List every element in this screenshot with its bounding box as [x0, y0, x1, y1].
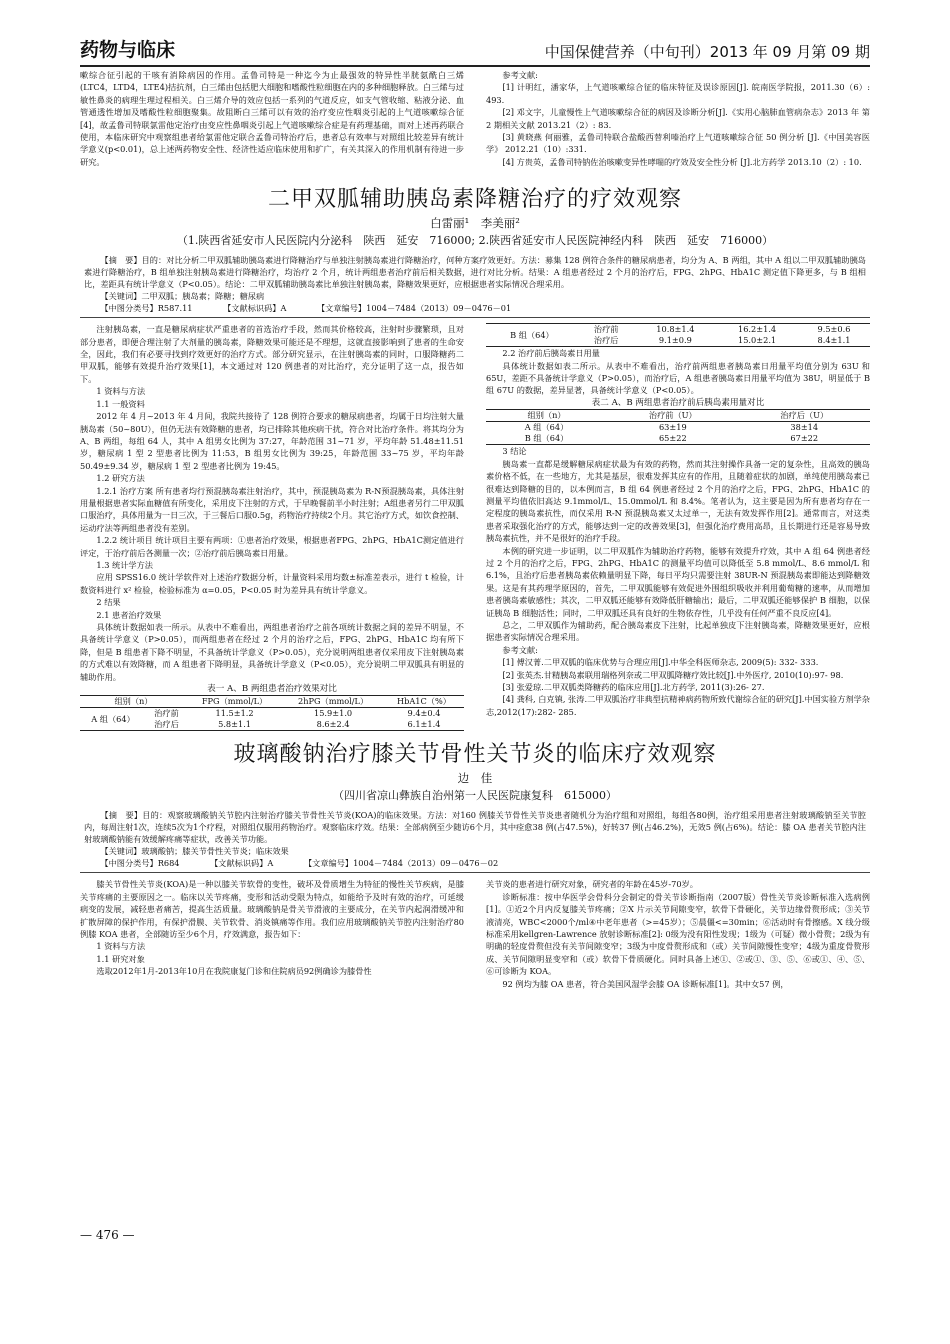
table-cell: 治疗前: [154, 708, 179, 719]
doc-code: 【文献标识码】A: [210, 858, 274, 869]
table1-caption: 表一 A、B 两组患者治疗效果对比: [207, 684, 337, 695]
divider: [80, 317, 870, 318]
paragraph: 胰岛素一直都是缓解糖尿病症状最为有效的药物，然而其注射操作具备一定的复杂性，且高效的胰岛素价格不低，在一些地方，尤其是基层，很难发挥其应有的作用，且随着症状的加剧，单纯使用胰岛素已很难达到降糖的目的，以本例而言，B 组 64 例患者经过 2 个月的治疗之后，FPG、2hPG、HbA1C 的测量平均值依旧高达 9.1mmol/L、15.0mmol/L 和 8.4%。笔者认为，这主要是因为所有患者均存在一定程度的胰岛素抗性，而仅采用 R-N 预混胰岛素又太过单一，无法有效发挥作用[2]。通常而言，对这类患者采取强化治疗的方式，能够达到一定的改善效果[3]，但强化治疗费用高昂，且长期进行还是容易导致胰岛素抗性，并不是很好的治疗手段。: [486, 458, 870, 544]
paragraph: 总之，二甲双胍作为辅助药，配合胰岛素皮下注射，比起单独皮下注射胰岛素，降糖效果更好，应根据患者实际情况合理采用。: [486, 619, 870, 643]
prev-left-column: [80, 69, 464, 168]
article-title: 玻璃酸钠治疗膝关节骨性关节炎的临床疗效观察: [233, 742, 717, 768]
references-title: 参考文献:: [502, 644, 538, 655]
reference-item: [3] 黄晓燕 何丽雅，孟鲁司特联合盐酸西替利嗪治疗上气道咳嗽综合征 50 例分析 [J].《中国美容医学》 2012.21（10）:331.: [486, 132, 870, 155]
keywords-text: 【关键词】玻璃酸钠；膝关节骨性关节炎；临床效果: [100, 846, 289, 857]
table-cell: A 组（64）: [91, 713, 135, 724]
paragraph: 具体统计数据如表一所示。从表中不难看出，两组患者治疗之前各项统计数据之间的差异不明显，不具备统计学意义（P>0.05），而两组患者在经过 2 个月的治疗之后，FPG、2hPG、HbA1C 均有所下降，但是 B 组患者下降不明显，不具备统计学意义（P>0.05），充分说明两组患者仅采用皮下注射胰岛素的方式难以有效降糖，而 A 组患者下降明显，具备统计学意义（P<0.05），充分说明二甲双胍具有明显的辅助作用。: [80, 622, 464, 682]
paragraph: 92 例均为膝 OA 患者，符合美国风湿学会膝 OA 诊断标准[1]。其中女57 例，: [502, 978, 789, 989]
table-row: [80, 708, 464, 720]
table-cell: 9.5±0.6: [817, 324, 851, 335]
paragraph: 1.2.1 治疗方案 所有患者均行预混胰岛素注射治疗，其中，预混胰岛素为 R-N预混胰岛素，具体注射用量根据患者实际血糖值有所变化，采用皮下注射的方式，于早晚餐前半小时注射；A组患者另行二甲双胍口服治疗，具体用量为一日三次，于三餐后口服0.5g，药物治疗持续2个月。其它治疗方式，如饮食控制、运动疗法等两组患者没有差别。: [80, 485, 464, 533]
table-cell: 5.8±1.1: [218, 719, 252, 730]
section-heading: 1 资料与方法: [96, 941, 146, 952]
table-cell: 15.9±1.0: [314, 708, 353, 719]
article2-right-column: [486, 878, 870, 990]
table2-caption: 表二 A、B 两组患者治疗前后胰岛素用量对比: [591, 397, 765, 408]
paragraph: 选取2012年1月-2013年10月在我院康复门诊和住院病员92例确诊为膝骨性: [96, 966, 372, 977]
section-name: 药物与临床: [80, 39, 176, 61]
table-cell: 11.5±1.2: [215, 708, 254, 719]
references-title: 参考文献:: [502, 70, 538, 80]
paragraph: 诊断标准：按中华医学会骨科分会制定的骨关节诊断指南（2007版）骨性关节炎诊断标准入选病例[1]。①近2个月内反复膝关节疼痛；②X 片示关节间隙变窄，软骨下骨硬化，关节边缘骨赘形成；③关节液清亮，WBC<2000个/ml④中老年患者（>=45岁）；⑤晨僵<=30min；⑥活动时有骨擦感。X 线分级标准采用kellgren-Lawrence 放射诊断标准[2]: 0级为没有阳性发现；1级为（可疑）微小骨赘；2级为有明确的轻度骨赘但没有关节间隙变窄；3级为中度骨赘形成和（或）关节间隙慢性变窄；4级为重度骨赘形成、关节间隙明显变窄和（或）软骨下骨质硬化。同时具备上述①、②或①、③、⑤、⑥或①、④、⑤、⑥可诊断为 KOA。: [486, 891, 870, 977]
reference-item: [4] 龚科, 白克镇, 张涛.二甲双胍治疗非典型抗精神病药物所致代谢综合征的研究[J].中国实验方剂学杂志,2012(17):282- 285.: [486, 694, 870, 717]
article-abstract: [84, 254, 866, 290]
journal-page: [80, 36, 870, 990]
paragraph: 注射胰岛素，一直是糖尿病症状严重患者的首选治疗手段，然而其价格较高，注射时步骤繁琐，且对部分患者，即便合理注射了大剂量的胰岛素，降糖效果可能还是不理想，这就直接影响到了患者的生命安全，因此，我们有必要寻找到疗效更好的治疗方式。部分研究显示，在注射胰岛素的同时，口服降糖药二甲双胍，能够有效提升治疗效果[1]，本文通过对 120 例患者的对比治疗，充分证明了这一点，报告如下。: [80, 324, 464, 384]
table-row: [486, 422, 870, 434]
section-heading: 1.3 统计学方法: [96, 559, 153, 570]
paragraph: 1.2.2 统计项目 统计项目主要有两项：①患者治疗效果，根据患者FPG、2hPG、HbA1C测定值进行评定，于治疗前后各测量一次；②治疗前后胰岛素日用量。: [80, 535, 464, 558]
table-row: [486, 324, 870, 336]
table-cell: 8.6±2.4: [316, 719, 350, 730]
article2-body: [80, 878, 870, 990]
article-affiliation: （四川省凉山彝族自治州第一人民医院康复科 615000）: [333, 789, 617, 803]
table-cell: 16.2±1.4: [738, 324, 777, 335]
journal-issue: 中国保健营养（中旬刊）2013 年 09 月第 09 期: [544, 43, 870, 61]
table-cell: 9.1±0.9: [658, 335, 692, 346]
reference-item: [1] 计明红，潘家华，上气道咳嗽综合征的临床特征及误诊原因[J]. 皖南医学院报，2011.30（6）: 493.: [486, 82, 870, 105]
table-cell: B 组（64）: [510, 329, 554, 340]
section-heading: 1.2 研究方法: [96, 473, 145, 484]
article-authors: 白雷丽¹ 李美丽²: [430, 216, 520, 231]
reference-item: [4] 方贵英，孟鲁司特钠佐治咳嗽变异性哮喘的疗效及安全性分析 [J].北方药学 2013.10（2）: 10.: [502, 156, 862, 167]
abstract-text: 【摘 要】目的：观察玻璃酸钠关节腔内注射治疗膝关节骨性关节炎(KOA)的临床效果。方法：对160 例膝关节骨性关节炎患者随机分为治疗组和对照组，每组各80例，治疗组采用患者注射玻璃酸钠至关节腔内，每周注射1次，连续5次为1个疗程，对照组仅服用药物治疗。观察临床疗效。结果：全部病例至少随访6个月，其中痊愈38 例(占47.5%)，好转37 例(占46.2%)，无效5 例(占6%)。结论：膝 OA 患者关节腔内注射玻璃酸钠能有效缓解疼痛等症状，改善关节功能。: [84, 810, 866, 845]
table1: [80, 695, 464, 731]
paragraph: 应用 SPSS16.0 统计学软件对上述治疗数据分析，计量资料采用均数±标准差表示，进行 t 检验，计数资料进行 x² 检验，检验标准为 α=0.05，P<0.05 时为差异具有统计学意义。: [80, 572, 464, 595]
clc-number: 【中图分类号】R684: [100, 858, 180, 869]
article1-left-column: [80, 323, 464, 731]
prev-references: [486, 69, 870, 168]
table-cell: 治疗后: [154, 719, 179, 730]
article-affiliation: （1.陕西省延安市人民医院内分泌科 陕西 延安 716000; 2.陕西省延安市人民医院神经内科 陕西 延安 716000）: [176, 234, 774, 248]
section-heading: 2.2 治疗前后胰岛素日用量: [502, 348, 600, 359]
table-cell: B 组（64）: [524, 433, 569, 444]
running-header: [80, 36, 870, 67]
section-heading: 1 资料与方法: [96, 386, 146, 397]
table-cell: 65±22: [658, 433, 687, 444]
paragraph: 具体统计数据如表二所示。从表中不难看出，治疗前两组患者胰岛素日用量平均值分别为 63U 和 65U，差距不具备统计学意义（P>0.05），而治疗后，A 组患者胰岛素日用量平均值为 38U，明显低于 B 组 67U 的数据，差异显著，具备统计学意义（P<0.05）。: [486, 360, 870, 396]
section-heading: 1.1 研究对象: [96, 953, 145, 964]
article-keywords: [84, 845, 866, 869]
article-authors: 边 佳: [457, 771, 493, 786]
table-cell: 9.4±0.4: [407, 708, 441, 719]
paragraph: 嗽综合征引起的干咳有消除病因的作用。孟鲁司特是一种迄今为止最强效的特异性半胱氨酰白三烯(LTC4，LTD4，LTE4)拮抗剂，白三烯由包括肥大细胞和嗜酸性粒细胞在内的多种细胞释放。白三烯与过敏性鼻炎的病理生理过程相关。白三烯介导的效应包括一系列的气道反应，如支气管收缩、粘液分泌、血管通透性增加及嗜酸性粒细胞聚集。故阻断白三烯可以有效的治疗变应性咽炎引起的上气道咳嗽综合征 [4]，故孟鲁司特联氯雷他定治疗由变应性鼻咽炎引起上气道咳嗽综合症是有药理基础，而对上述再药联合使用，本临床研究中观察组患者给氯雷他定联合孟鲁司特治疗后，患者总有效率与对照组比较差异有统计学意义(p<0.01)，总上述两药物安全性、经济性适应临床使用和扩广，有关其深入的作用机制有待进一步研究。: [80, 70, 464, 167]
table-header: 治疗前（U）: [648, 410, 697, 421]
previous-article-tail: [80, 69, 870, 168]
table-row: [486, 433, 870, 445]
table-cell: 治疗前: [593, 324, 619, 335]
abstract-text: 【摘 要】目的：对比分析二甲双胍辅助胰岛素进行降糖治疗与单独注射胰岛素进行降糖治疗，何种方案疗效更好。方法：募集 128 例符合条件的糖尿病患者，均分为 A、B 两组，其中 A 组以二甲双胍辅助胰岛素进行降糖治疗，B 组单独注射胰岛素进行降糖治疗，均治疗 2 个月，统计两组患者治疗前后相关数据，进行对比分析。结果：A 组患者经过 2 个月的治疗后，FPG、2hPG、HbA1C 测定值下降更多，与 B 组相比，差距具有统计学意义（P<0.05）。结论：二甲双胍辅助胰岛素比单独注射胰岛素，降糖效果更好，应根据患者实际情况合理采用。: [84, 255, 866, 290]
article-number: 【文章编号】1004－7484（2013）09－0476－02: [303, 858, 499, 869]
table-cell: 67±22: [790, 433, 819, 444]
table-header: 2hPG（mmol/L）: [297, 696, 369, 707]
paragraph: 膝关节骨性关节炎(KOA)是一种以膝关节软骨的变性，破坏及骨质增生为特征的慢性关节疾病，是膝关节疼痛的主要原因之一。临床以关节疼痛，变形和活动受限为特点，如能给予及时有效的治疗，可延缓病变的发展，减轻患者痛苦，提高生活质量。玻璃酸钠是骨关节滑液的主要成分，在关节内起润滑缓冲和扩散屏障的保护作用，有保护滑膜、关节软骨、消炎镇痛等作用。我们应用玻璃酸钠关节腔内注射治疗80 例膝 KOA 患者，全部随访至少6个月，疗效满意，报告如下：: [80, 879, 464, 940]
article-keywords: [84, 290, 866, 314]
table2: [486, 409, 870, 445]
paragraph: 2012 年 4 月~2013 年 4 月间，我院共接待了 128 例符合要求的糖尿病患者，均属于日均注射大量胰岛素（50~80U），但仍无法有效降糖的患者，均已排除其他疾病干扰，符合对比治疗条件。将其均分为 A、B 两组，每组 64 人，其中 A 组男女比例为 37:27，年龄范围 31~71 岁，平均年龄 51.48±11.51 岁，糖尿病 1 型 2 型患者比例为 11:53，B 组男女比例为 39:25，年龄范围 33~75 岁，平均年龄 50.49±9.34 岁，糖尿病 1 型 2 型患者比例为 19:45。: [80, 411, 464, 471]
table-cell: 6.1±1.4: [407, 719, 441, 730]
paragraph: 本例的研究进一步证明，以二甲双胍作为辅助治疗药物，能够有效提升疗效，其中 A 组 64 例患者经过 2 个月的治疗之后，FPG、2hPG、HbA1C 的测量平均值可以降低至 5.8 mmol/L、8.6 mmol/L 和 6.1%，且治疗后患者胰岛素依赖量明显下降，每日平均只需要注射 38UR-N 预混胰岛素即能达到降糖效果。这是有其药理学原因的，首先，二甲双胍能够有效促进外围组织吸收并利用葡萄糖的速率，从而增加患者胰岛素敏感性；其次，二甲双胍还能够有效降低肝糖输出；最后，二甲双胍还能够保护 B 细胞，以保证胰岛 B 细胞活性；同时，二甲双胍还具有良好的生物依存性，几乎没有任何严重不良反应[4]。: [486, 545, 870, 618]
section-heading: 1.1 一般资料: [96, 398, 145, 409]
table-cell: 15.0±2.1: [738, 335, 777, 346]
section-heading: 2.1 患者治疗效果: [96, 609, 162, 620]
table-header: 组别（n）: [527, 410, 566, 421]
paragraph: 关节炎的患者进行研究对象，研究者的年龄在45岁-70岁。: [486, 879, 698, 890]
article-number: 【文章编号】1004－7484（2013）09－0476－01: [316, 303, 512, 314]
table-header: HbA1C（%）: [397, 696, 451, 707]
divider: [80, 872, 870, 873]
page-number: — 476 —: [80, 1228, 135, 1242]
article1-right-column: [486, 323, 870, 731]
reference-item: [2] 邓文字，儿童慢性上气道咳嗽综合征的病因及诊断分析[J].《实用心脑肺血管病杂志》2013 年 第 2 期相关文献 2013.21（2）: 83.: [486, 107, 870, 130]
table-cell: 10.8±1.4: [656, 324, 695, 335]
table-cell: A 组（64）: [524, 422, 569, 433]
table-header: FPG（mmol/L）: [201, 696, 268, 707]
table-cell: 63±19: [658, 422, 687, 433]
reference-item: [2] 张英杰.甘精胰岛素联用瑞格列奈或二甲双胍降糖疗效比较[J].中外医疗, 2010(10):97- 98.: [502, 669, 844, 680]
article-title: 二甲双胍辅助胰岛素降糖治疗的疗效观察: [267, 187, 682, 213]
section-heading: 3 结论: [502, 446, 527, 457]
table-header-row: [486, 410, 870, 422]
article1-body: [80, 323, 870, 731]
keywords-text: 【关键词】二甲双胍；胰岛素；降糖；糖尿病: [100, 291, 265, 302]
table-header: 治疗后（U）: [780, 410, 829, 421]
article-abstract: [84, 809, 866, 845]
reference-item: [1] 傅汉菁.二甲双胍的临床优势与合理应用[J].中华全科医师杂志, 2009(5): 332- 333.: [502, 657, 819, 668]
table-header: 组别（n）: [114, 696, 153, 707]
article2-left-column: [80, 878, 464, 990]
reference-item: [3] 张爱琼.二甲双胍类降糖药的临床应用[J].北方药学, 2011(3):26- 27.: [502, 682, 765, 692]
section-heading: 2 结果: [96, 597, 121, 608]
table-cell: 治疗后: [593, 335, 619, 346]
table-cell: 8.4±1.1: [817, 335, 851, 346]
clc-number: 【中图分类号】R587.11: [100, 303, 193, 314]
doc-code: 【文献标识码】A: [223, 303, 287, 314]
table-header-row: [80, 696, 464, 708]
table-cell: 38±14: [790, 422, 819, 433]
table1-continued: [486, 323, 870, 347]
